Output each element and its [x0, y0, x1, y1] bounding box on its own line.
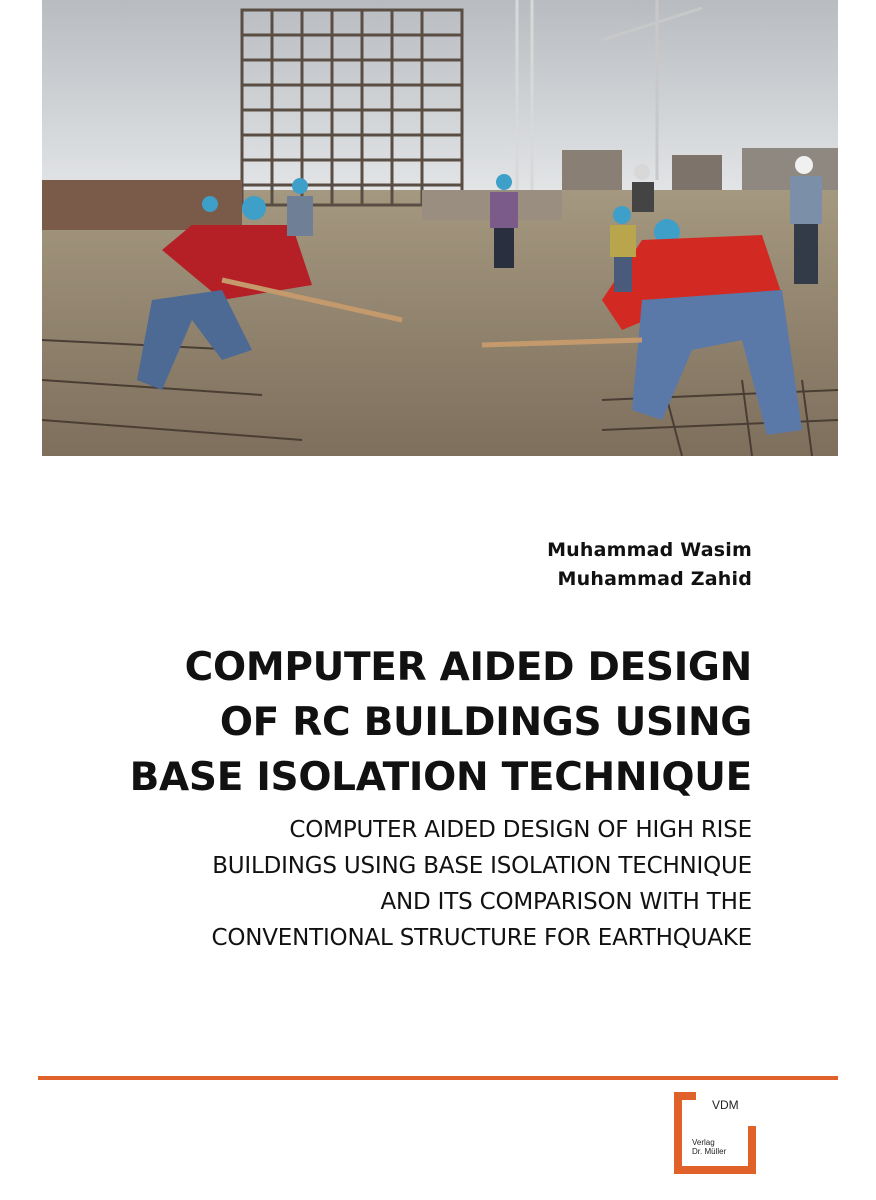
subtitle-line: CONVENTIONAL STRUCTURE FOR EARTHQUAKE	[211, 925, 752, 951]
title-line: BASE ISOLATION TECHNIQUE	[129, 755, 752, 800]
orange-divider	[38, 1076, 838, 1080]
author-name: Muhammad Zahid	[557, 568, 752, 590]
publisher-imprint: Verlag Dr. Müller	[692, 1138, 727, 1156]
subtitle-line: AND ITS COMPARISON WITH THE	[380, 889, 752, 915]
author-list	[252, 536, 752, 594]
cover-photo-construction-site	[42, 0, 838, 456]
book-subtitle	[32, 812, 752, 956]
book-title	[32, 640, 752, 805]
publisher-logo	[674, 1092, 756, 1174]
subtitle-line: BUILDINGS USING BASE ISOLATION TECHNIQUE	[212, 853, 752, 879]
logo-text: VDM	[712, 1098, 739, 1112]
author-name: Muhammad Wasim	[547, 539, 752, 561]
title-line: OF RC BUILDINGS USING	[219, 700, 752, 745]
title-line: COMPUTER AIDED DESIGN	[184, 645, 752, 690]
subtitle-line: COMPUTER AIDED DESIGN OF HIGH RISE	[289, 817, 752, 843]
